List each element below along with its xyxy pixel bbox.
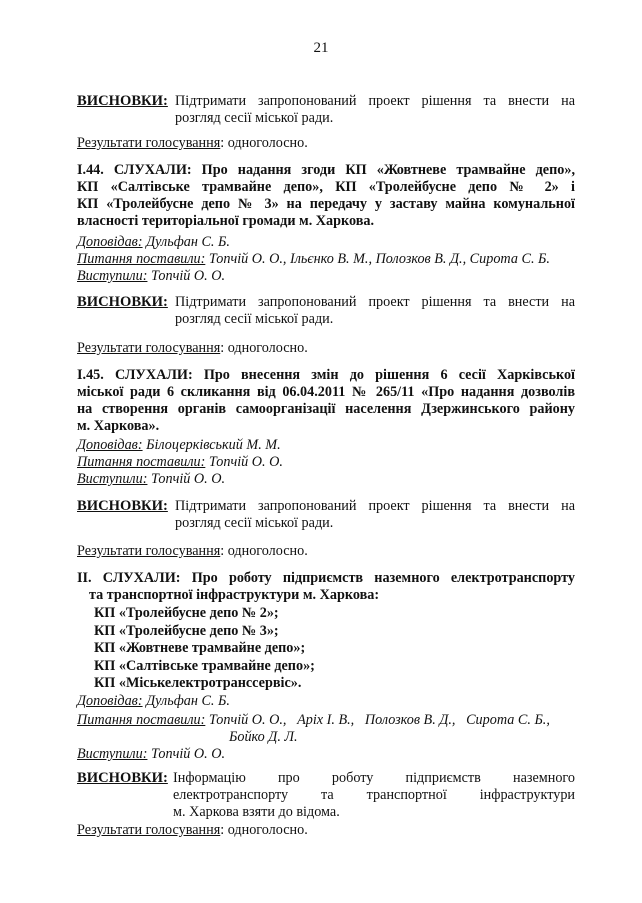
speakers-line bbox=[77, 268, 225, 285]
speakers-label: Виступили: bbox=[77, 268, 148, 284]
speakers-names: Топчій О. О. bbox=[147, 471, 226, 487]
agenda-item-heading bbox=[77, 570, 575, 604]
conclusion-line: Підтримати запропонований проект рішення та внести на bbox=[175, 498, 575, 514]
reporter-label: Доповідав: bbox=[77, 437, 143, 453]
vote-result-value: : одноголосно. bbox=[220, 340, 308, 356]
questions-names: Топчій О. О., Аріх І. В., Полозков В. Д., Сирота С. Б., bbox=[205, 712, 550, 728]
questions-names: Топчій О. О. bbox=[205, 454, 283, 470]
reporter-label: Доповідав: bbox=[77, 693, 143, 709]
list-item: КП «Міськелектротранссервіс». bbox=[94, 675, 302, 692]
conclusion-text bbox=[175, 498, 575, 532]
heading-line: І.44. СЛУХАЛИ: Про надання згоди КП «Жовтневе трамвайне депо», bbox=[77, 162, 575, 178]
conclusion-label: ВИСНОВКИ: bbox=[77, 498, 168, 514]
vote-result-value: : одноголосно. bbox=[220, 822, 308, 838]
vote-result bbox=[77, 135, 308, 152]
speakers-names: Топчій О. О. bbox=[147, 746, 226, 762]
vote-result-value: : одноголосно. bbox=[220, 135, 308, 151]
conclusion-line: розгляд сесії міської ради. bbox=[175, 110, 334, 126]
vote-result-label: Результати голосування bbox=[77, 822, 221, 838]
vote-result bbox=[77, 822, 308, 839]
agenda-item-heading bbox=[77, 367, 575, 435]
agenda-item-heading bbox=[77, 162, 575, 230]
conclusion-line: розгляд сесії міської ради. bbox=[175, 515, 334, 531]
speakers-label: Виступили: bbox=[77, 471, 148, 487]
heading-line: І.45. СЛУХАЛИ: Про внесення змін до рішення 6 сесії Харківської bbox=[77, 367, 575, 383]
conclusion-text bbox=[175, 93, 575, 127]
speakers-line bbox=[77, 471, 225, 488]
reporter-name: Дульфан С. Б. bbox=[142, 234, 230, 250]
list-item: КП «Жовтневе трамвайне депо»; bbox=[94, 640, 306, 657]
questions-line-2: Бойко Д. Л. bbox=[229, 729, 298, 745]
heading-line: власності територіальної громади м. Харкова. bbox=[77, 213, 375, 229]
vote-result bbox=[77, 340, 308, 357]
reporter-line bbox=[77, 437, 281, 454]
conclusion-line: м. Харкова взяти до відома. bbox=[173, 804, 340, 820]
conclusion-label: ВИСНОВКИ: bbox=[77, 770, 168, 786]
vote-result-value: : одноголосно. bbox=[220, 543, 308, 559]
conclusion-label: ВИСНОВКИ: bbox=[77, 93, 168, 109]
vote-result-label: Результати голосування bbox=[77, 340, 221, 356]
list-item: КП «Тролейбусне депо № 2»; bbox=[94, 605, 279, 621]
questions-label: Питання поставили: bbox=[77, 712, 206, 728]
heading-line: на створення органів самоорганізації населення Дзержинського району bbox=[77, 401, 575, 417]
reporter-name: Білоцерківський М. М. bbox=[142, 437, 281, 453]
vote-result-label: Результати голосування bbox=[77, 543, 221, 559]
heading-line: та транспортної інфраструктури м. Харкова: bbox=[89, 587, 380, 603]
speakers-line bbox=[77, 746, 225, 763]
conclusion-line: електротранспорту та транспортної інфраструктури bbox=[173, 787, 575, 803]
enterprise-list bbox=[94, 605, 315, 693]
conclusion-text bbox=[173, 770, 575, 821]
page-number: 21 bbox=[313, 40, 329, 56]
conclusion-line: розгляд сесії міської ради. bbox=[175, 311, 334, 327]
speakers-names: Топчій О. О. bbox=[147, 268, 226, 284]
conclusion-line: Інформацію про роботу підприємств наземного bbox=[173, 770, 575, 786]
heading-line: м. Харкова». bbox=[77, 418, 160, 434]
list-item: КП «Салтівське трамвайне депо»; bbox=[94, 657, 315, 674]
questions-line bbox=[77, 712, 550, 729]
conclusion-line: Підтримати запропонований проект рішення та внести на bbox=[175, 294, 575, 310]
reporter-line bbox=[77, 693, 230, 710]
conclusion-text bbox=[175, 294, 575, 328]
questions-label: Питання поставили: bbox=[77, 251, 206, 267]
heading-line: КП «Тролейбусне депо № 3» на передачу у заставу майна комунальної bbox=[77, 196, 575, 212]
questions-line bbox=[77, 251, 550, 268]
conclusion-line: Підтримати запропонований проект рішення та внести на bbox=[175, 93, 575, 109]
reporter-line bbox=[77, 234, 230, 251]
reporter-name: Дульфан С. Б. bbox=[142, 693, 230, 709]
vote-result bbox=[77, 543, 308, 560]
conclusion-label: ВИСНОВКИ: bbox=[77, 294, 168, 310]
heading-line: КП «Салтівське трамвайне депо», КП «Тролейбусне депо № 2» і bbox=[77, 179, 575, 195]
questions-line bbox=[77, 454, 283, 471]
heading-line: міської ради 6 скликання від 06.04.2011 № 265/11 «Про надання дозволів bbox=[77, 384, 575, 400]
speakers-label: Виступили: bbox=[77, 746, 148, 762]
reporter-label: Доповідав: bbox=[77, 234, 143, 250]
list-item: КП «Тролейбусне депо № 3»; bbox=[94, 622, 279, 639]
vote-result-label: Результати голосування bbox=[77, 135, 221, 151]
heading-line: ІІ. СЛУХАЛИ: Про роботу підприємств наземного електротранспорту bbox=[77, 570, 575, 586]
questions-label: Питання поставили: bbox=[77, 454, 206, 470]
questions-names: Топчій О. О., Ільєнко В. М., Полозков В. Д., Сирота С. Б. bbox=[205, 251, 550, 267]
